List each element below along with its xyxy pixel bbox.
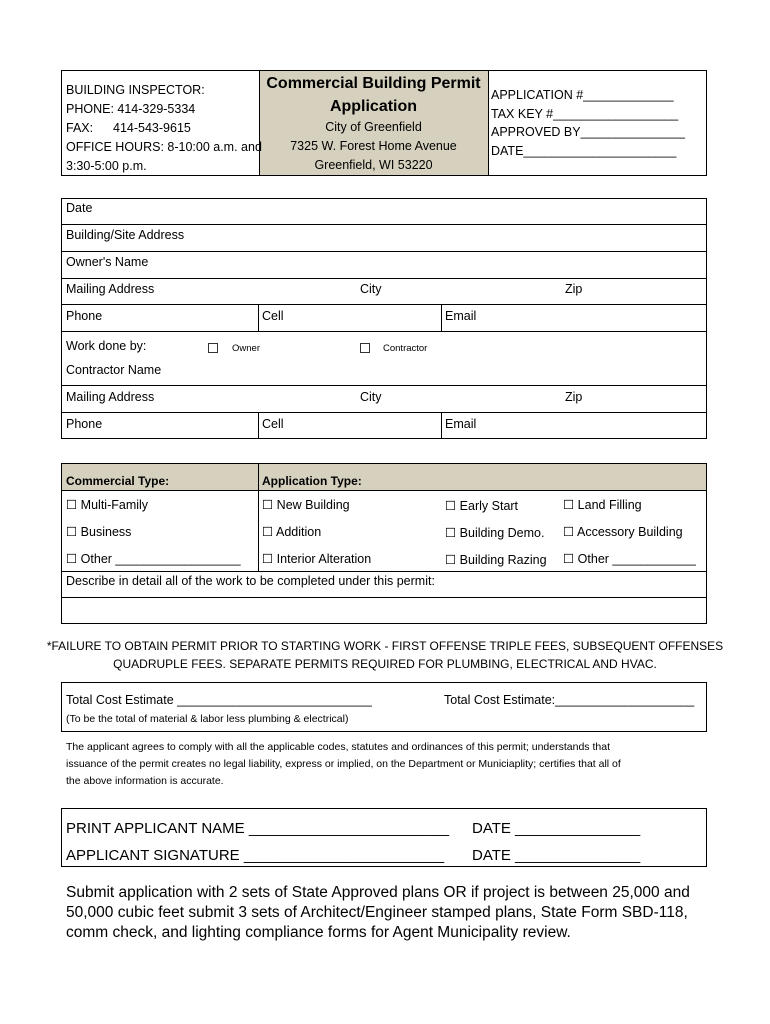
owner-phone-field[interactable]: Phone bbox=[66, 309, 103, 323]
tax-key-field[interactable]: TAX KEY #__________________ bbox=[491, 107, 679, 121]
city-address: 7325 W. Forest Home Avenue bbox=[290, 139, 457, 153]
building-razing-option[interactable]: ☐ Building Razing bbox=[445, 553, 547, 567]
warning-line-1: *FAILURE TO OBTAIN PERMIT PRIOR TO STARTING WORK - FIRST OFFENSE TRIPLE FEES, SUBSEQUENT OFFENSES bbox=[46, 639, 724, 653]
application-number-field[interactable]: APPLICATION #_____________ bbox=[491, 88, 674, 102]
building-demo-option[interactable]: ☐ Building Demo. bbox=[445, 526, 545, 540]
agreement-line-3: the above information is accurate. bbox=[66, 775, 224, 787]
submit-line-1: Submit application with 2 sets of State Approved plans OR if project is between 25,000 and bbox=[66, 884, 690, 901]
contractor-option-label: Contractor bbox=[383, 343, 428, 354]
land-filling-option[interactable]: ☐ Land Filling bbox=[563, 498, 642, 512]
office-hours-2: 3:30-5:00 p.m. bbox=[66, 159, 147, 173]
contractor-cell-field[interactable]: Cell bbox=[262, 417, 284, 431]
contractor-email-field[interactable]: Email bbox=[445, 417, 477, 431]
contractor-name-field[interactable]: Contractor Name bbox=[66, 363, 162, 377]
signature-date-field[interactable]: DATE _______________ bbox=[472, 847, 641, 864]
total-cost-estimate-2-field[interactable]: Total Cost Estimate:____________________ bbox=[444, 693, 695, 707]
addition-option[interactable]: ☐ Addition bbox=[262, 525, 322, 539]
business-option[interactable]: ☐ Business bbox=[66, 525, 132, 539]
inspector-label: BUILDING INSPECTOR: bbox=[66, 83, 205, 97]
site-address-field[interactable]: Building/Site Address bbox=[66, 228, 185, 242]
owner-option-label: Owner bbox=[232, 343, 260, 354]
accessory-building-option[interactable]: ☐ Accessory Building bbox=[563, 525, 683, 539]
city-name: City of Greenfield bbox=[325, 120, 422, 134]
office-date-field[interactable]: DATE______________________ bbox=[491, 144, 677, 158]
describe-work-field[interactable] bbox=[62, 598, 706, 623]
owner-email-field[interactable]: Email bbox=[445, 309, 477, 323]
work-done-by-label: Work done by: bbox=[66, 339, 147, 353]
page-title: Commercial Building Permit bbox=[266, 75, 481, 92]
owner-checkbox[interactable] bbox=[208, 343, 218, 353]
applicant-signature-field[interactable]: APPLICANT SIGNATURE ________________________ bbox=[66, 847, 445, 864]
other-application-option[interactable]: ☐ Other ____________ bbox=[563, 552, 696, 566]
owner-zip-field[interactable]: Zip bbox=[565, 282, 583, 296]
new-building-option[interactable]: ☐ New Building bbox=[262, 498, 350, 512]
agreement-line-1: The applicant agrees to comply with all the applicable codes, statutes and ordinances of this permit; understands that bbox=[66, 741, 610, 753]
other-commercial-option[interactable]: ☐ Other __________________ bbox=[66, 552, 241, 566]
contractor-zip-field[interactable]: Zip bbox=[565, 390, 583, 404]
submit-line-2: 50,000 cubic feet submit 3 sets of Architect/Engineer stamped plans, State Form SBD-118, bbox=[66, 904, 688, 921]
contractor-mailing-address-field[interactable]: Mailing Address bbox=[66, 390, 155, 404]
application-type-heading: Application Type: bbox=[262, 474, 362, 488]
print-date-field[interactable]: DATE _______________ bbox=[472, 820, 641, 837]
contractor-phone-field[interactable]: Phone bbox=[66, 417, 103, 431]
city-state: Greenfield, WI 53220 bbox=[314, 158, 433, 172]
date-field[interactable]: Date bbox=[66, 201, 93, 215]
inspector-fax-label: FAX: bbox=[66, 121, 94, 135]
owner-name-field[interactable]: Owner's Name bbox=[66, 255, 149, 269]
agreement-line-2: issuance of the permit creates no legal liability, express or implied, on the Department or Municiaplity; certifies that all of bbox=[66, 758, 621, 770]
interior-alteration-option[interactable]: ☐ Interior Alteration bbox=[262, 552, 372, 566]
owner-city-field[interactable]: City bbox=[360, 282, 382, 296]
owner-cell-field[interactable]: Cell bbox=[262, 309, 284, 323]
multi-family-option[interactable]: ☐ Multi-Family bbox=[66, 498, 149, 512]
early-start-option[interactable]: ☐ Early Start bbox=[445, 499, 519, 513]
owner-mailing-address-field[interactable]: Mailing Address bbox=[66, 282, 155, 296]
contractor-checkbox[interactable] bbox=[360, 343, 370, 353]
print-applicant-name-field[interactable]: PRINT APPLICANT NAME ________________________ bbox=[66, 820, 450, 837]
describe-work-label: Describe in detail all of the work to be completed under this permit: bbox=[66, 574, 435, 588]
inspector-fax-value: 414-543-9615 bbox=[113, 121, 191, 135]
warning-line-2: QUADRUPLE FEES. SEPARATE PERMITS REQUIRED FOR PLUMBING, ELECTRICAL AND HVAC. bbox=[113, 657, 657, 671]
submit-line-3: comm check, and lighting compliance forms for Agent Municipality review. bbox=[66, 924, 571, 941]
contractor-city-field[interactable]: City bbox=[360, 390, 382, 404]
page-title-2: Application bbox=[329, 98, 418, 115]
inspector-phone: PHONE: 414-329-5334 bbox=[66, 102, 196, 116]
office-hours: OFFICE HOURS: 8-10:00 a.m. and bbox=[66, 140, 262, 154]
total-cost-note: (To be the total of material & labor less plumbing & electrical) bbox=[66, 713, 349, 725]
total-cost-estimate-field[interactable]: Total Cost Estimate ____________________________ bbox=[66, 693, 372, 707]
commercial-type-heading: Commercial Type: bbox=[66, 474, 170, 488]
approved-by-field[interactable]: APPROVED BY_______________ bbox=[491, 125, 685, 139]
